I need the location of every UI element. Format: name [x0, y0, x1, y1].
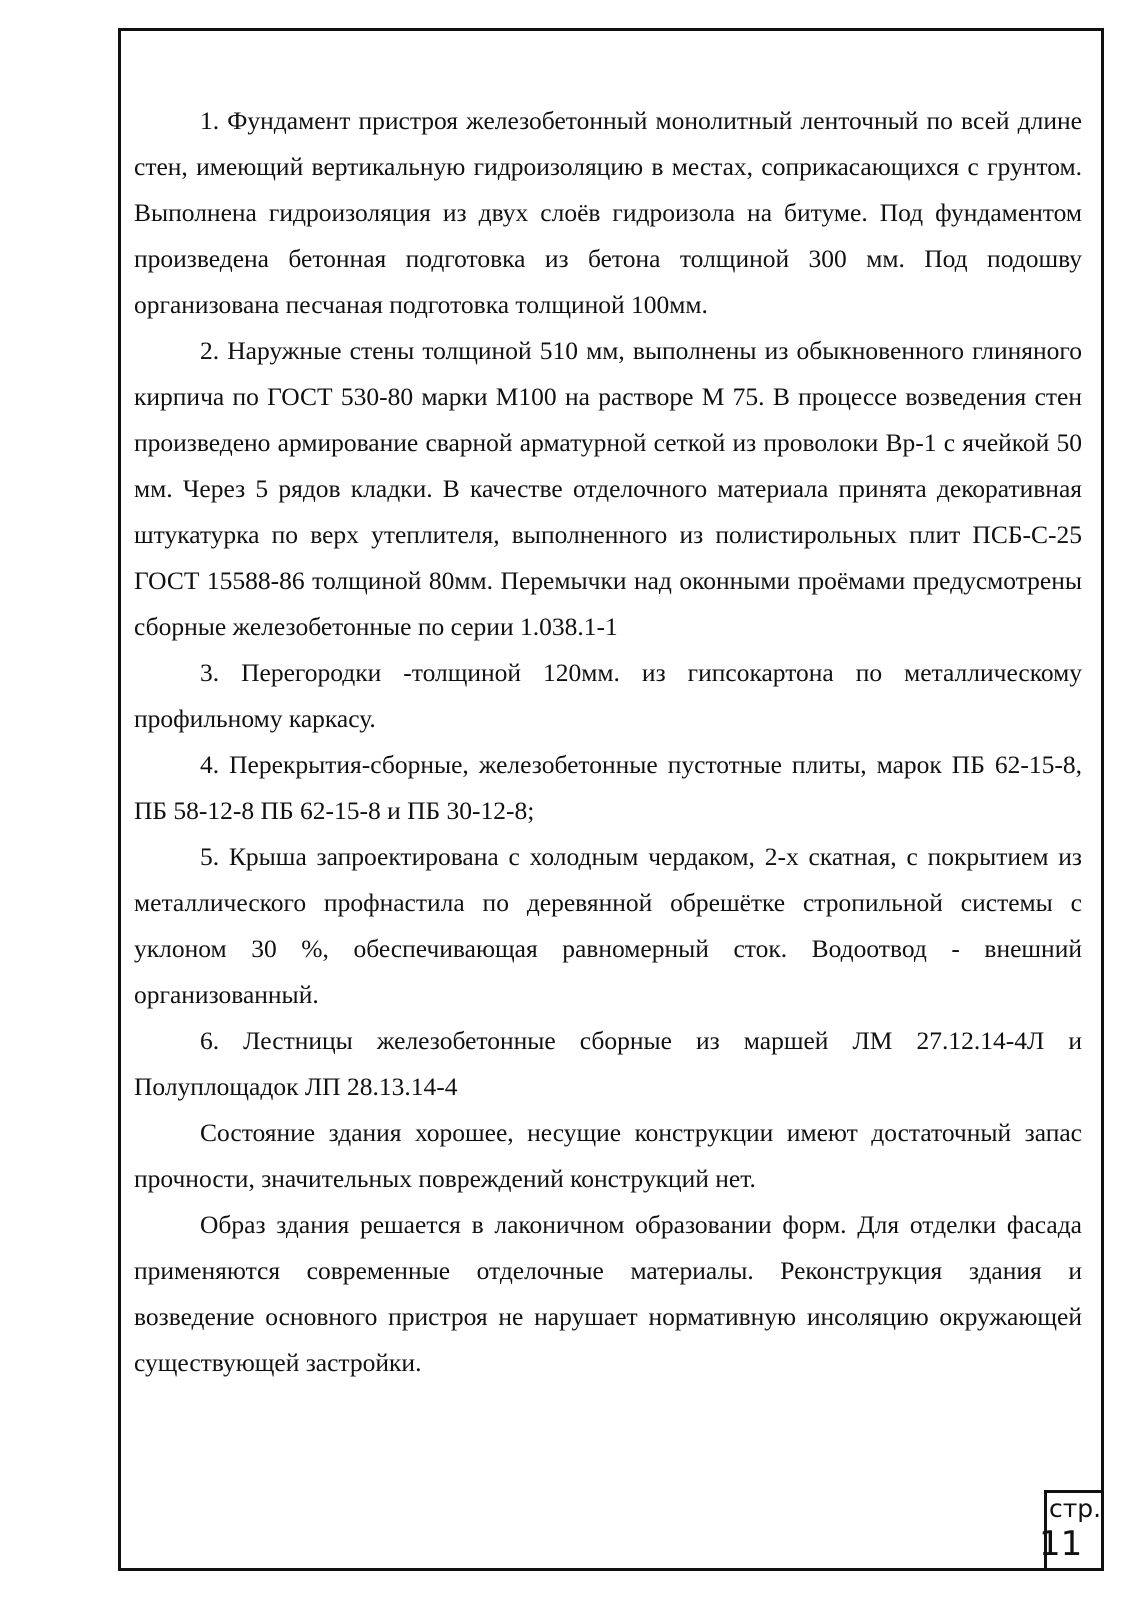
page-number: 11 [1039, 1524, 1083, 1564]
document-body [134, 98, 1082, 1386]
paragraph-foundation: 1. Фундамент пристроя железобетонный монолитный ленточный по всей длине стен, имеющий вертикальную гидроизоляцию в местах, соприкасающихся с грунтом. Выполнена гидроизоляция из двух слоёв гидроизола на битуме. Под фундаментом произведена бетонная подготовка из бетона толщиной 300 мм. Под подошву организована песчаная подготовка толщиной 100мм. [134, 106, 1082, 319]
paragraph-building-image: Образ здания решается в лаконичном образовании форм. Для отделки фасада применяются современные отделочные материалы. Реконструкция здания и возведение основного пристроя не нарушает нормативную инсоляцию окружающей существующей застройки. [134, 1210, 1082, 1377]
paragraph-roof: 5. Крыша запроектирована с холодным чердаком, 2-х скатная, с покрытием из металлического профнастила по деревянной обрешётке стропильной системы с уклоном 30 %, обеспечивающая равномерный сток. Водоотвод - внешний организованный. [134, 842, 1082, 1009]
paragraph-exterior-walls: 2. Наружные стены толщиной 510 мм, выполнены из обыкновенного глиняного кирпича по ГОСТ 530-80 марки М100 на растворе М 75. В процессе возведения стен произведено армирование сварной арматурной сеткой из проволоки Вр-1 с ячейкой 50 мм. Через 5 рядов кладки. В качестве отделочного материала принята декоративная штукатурка по верх утеплителя, выполненного из полистирольных плит ПСБ-С-25 ГОСТ 15588-86 толщиной 80мм. Перемычки над оконными проёмами предусмотрены сборные железобетонные по серии 1.038.1-1 [134, 336, 1082, 641]
paragraph-partitions: 3. Перегородки -толщиной 120мм. из гипсокартона по металлическому профильному каркасу. [134, 658, 1082, 733]
paragraph-building-condition: Состояние здания хорошее, несущие конструкции имеют достаточный запас прочности, значительных повреждений конструкций нет. [134, 1118, 1082, 1193]
paragraph-stairs: 6. Лестницы железобетонные сборные из маршей ЛМ 27.12.14-4Л и Полуплощадок ЛП 28.13.14-4 [134, 1026, 1082, 1101]
page-label: стр. [1049, 1494, 1102, 1523]
paragraph-floors: 4. Перекрытия-сборные, железобетонные пустотные плиты, марок ПБ 62-15-8, ПБ 58-12-8 ПБ 62-15-8 и ПБ 30-12-8; [134, 750, 1082, 825]
page-number-stamp [1039, 1490, 1104, 1571]
